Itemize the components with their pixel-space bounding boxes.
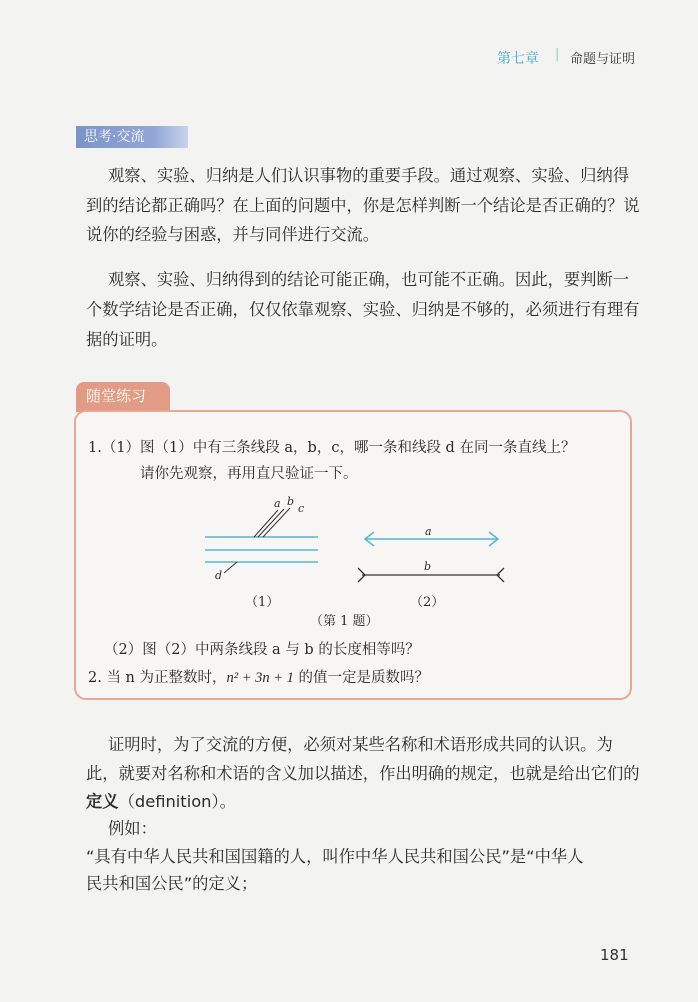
question-2	[88, 666, 429, 687]
question-1-part-2: （2）图（2）中两条线段 a 与 b 的长度相等吗？	[104, 642, 420, 658]
chapter-label: 第七章	[497, 51, 539, 67]
q2-prefix: 2. 当 n 为正整数时，	[88, 670, 227, 686]
figure-lines	[190, 495, 530, 590]
figure-1-caption: （1）	[245, 595, 280, 610]
q2-suffix: 的值一定是质数吗？	[293, 670, 430, 686]
page-number: 181	[600, 946, 629, 964]
text-line: “具有中华人民共和国国籍的人，叫作中华人民共和国公民”是“中华人	[86, 847, 584, 866]
segment-a	[254, 510, 278, 537]
think-exchange-label: 思考·交流	[76, 126, 188, 148]
text-line: 观察、实验、归纳是人们认识事物的重要手段。通过观察、实验、归纳得	[108, 166, 630, 185]
figure-caption: （第 1 题）	[310, 614, 379, 629]
segment-b	[258, 509, 284, 537]
chapter-title: 命题与证明	[570, 52, 636, 67]
label-a: a	[274, 497, 281, 510]
label-seg-a: a	[425, 525, 432, 538]
segment-d	[224, 562, 237, 573]
text-line: 到的结论都正确吗？在上面的问题中，你是怎样判断一个结论是否正确的？说	[86, 196, 640, 215]
example-label: 例如：	[108, 819, 157, 838]
exercise-label: 随堂练习	[76, 382, 170, 412]
text-line: 说你的经验与困惑，并与同伴进行交流。	[86, 225, 380, 244]
label-b: b	[287, 495, 295, 508]
text-line: 据的证明。	[86, 330, 168, 349]
label-d: d	[215, 569, 223, 582]
text-line: 证明时，为了交流的方便，必须对某些名称和术语形成共同的认识。为	[108, 735, 613, 754]
text-line: 民共和国公民”的定义；	[86, 874, 258, 893]
definition-line	[86, 792, 236, 812]
parallel-lines	[205, 537, 318, 562]
question-1-text: 1.（1）图（1）中有三条线段 a，b，c，哪一条和线段 d 在同一条直线上？	[88, 440, 576, 456]
question-1-text-2: 请你先观察，再用直尺验证一下。	[140, 466, 358, 482]
header-separator: |	[555, 47, 560, 62]
definition-term: 定义	[86, 792, 119, 811]
text-line: 个数学结论是否正确，仅仅依靠观察、实验、归纳是不够的，必须进行有理有	[86, 300, 640, 319]
q2-expression: n² + 3n + 1	[226, 670, 294, 686]
text-line: 此，就要对名称和术语的含义加以描述，作出明确的规定，也就是给出它们的	[86, 764, 640, 783]
definition-rest: （definition）。	[118, 792, 236, 811]
label-c: c	[298, 502, 305, 515]
label-seg-b: b	[424, 560, 432, 573]
figure-2-caption: （2）	[410, 595, 445, 610]
text-line: 观察、实验、归纳得到的结论可能正确，也可能不正确。因此，要判断一	[108, 270, 630, 289]
